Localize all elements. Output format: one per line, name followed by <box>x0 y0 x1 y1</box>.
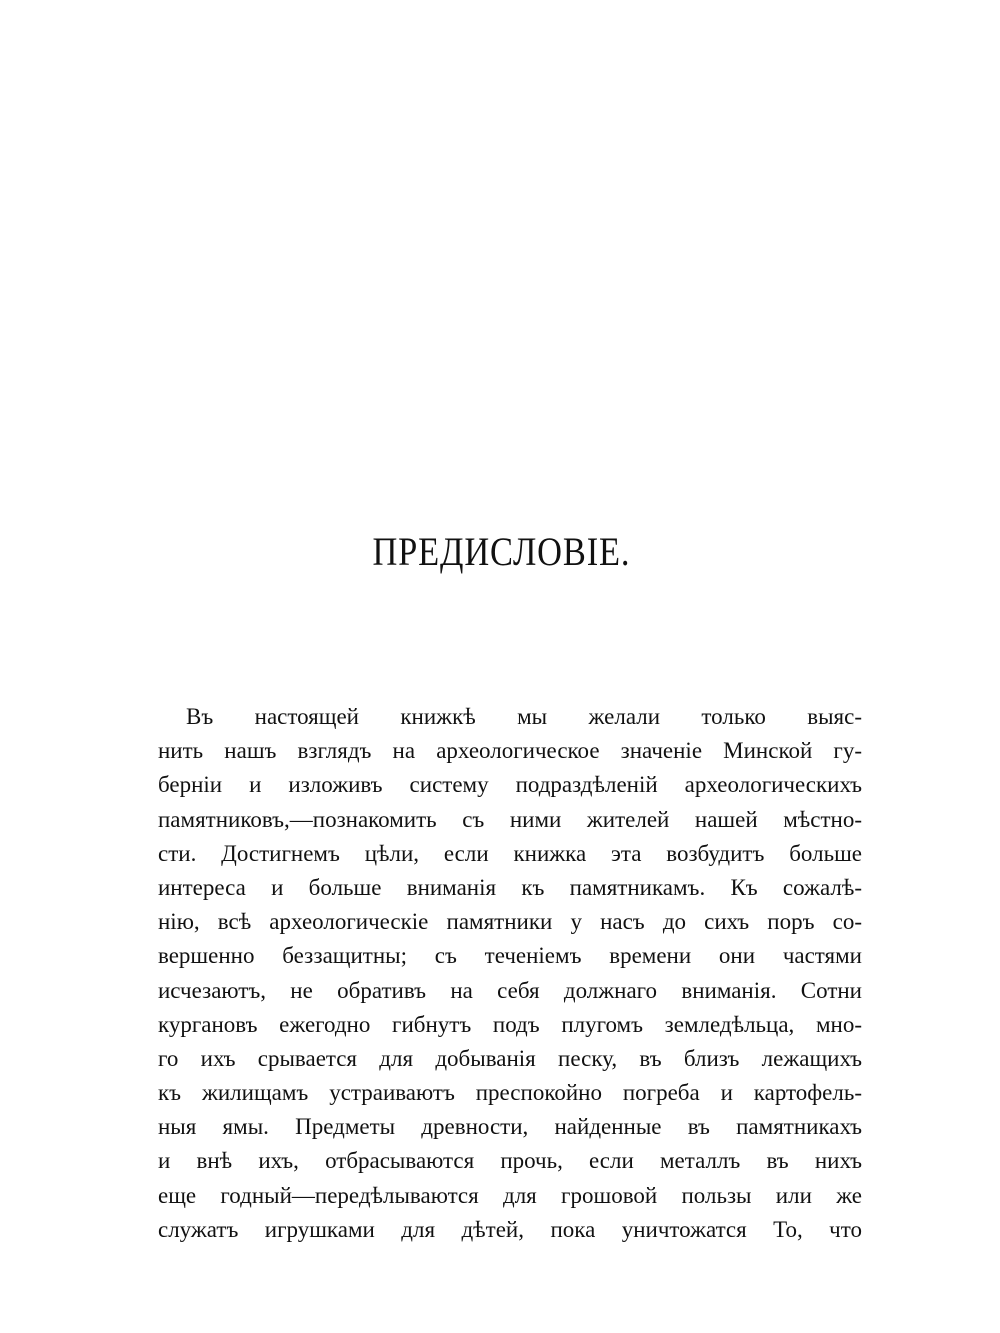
text-line-4: памятниковъ,—познакомить съ ними жителей нашей мѣстно- <box>158 806 862 832</box>
text-line-10: кургановъ ежегодно гибнутъ подъ плугомъ земледѣльца, мно- <box>158 1011 862 1037</box>
text-line-13: ныя ямы. Предметы древности, найденные въ памятникахъ <box>158 1114 862 1140</box>
text-line-9: исчезаютъ, не обративъ на себя должнаго вниманія. Сотни <box>158 977 862 1003</box>
text-line-8: вершенно беззащитны; съ теченіемъ времени они частями <box>158 943 862 969</box>
text-line-6: интереса и больше вниманія къ памятникамъ. Къ сожалѣ- <box>158 874 862 900</box>
text-line-15: еще годный—передѣлываются для грошовой пользы или же <box>158 1182 862 1208</box>
text-line-2: нить нашъ взглядъ на археологическое значеніе Минской гу- <box>158 738 862 764</box>
text-line-7: нію, всѣ археологическіе памятники у насъ до сихъ поръ со- <box>158 909 862 935</box>
text-line-16: служатъ игрушками для дѣтей, пока уничтожатся То, что <box>158 1216 862 1242</box>
chapter-title: ПРЕДИСЛОВІЕ. <box>372 529 631 574</box>
text-line-11: го ихъ срывается для добыванія песку, въ близъ лежащихъ <box>158 1045 862 1071</box>
text-line-3: берніи и изложивъ систему подраздѣленій археологическихъ <box>158 772 862 798</box>
text-line-1: Въ настоящей книжкѣ мы желали только выяс- <box>186 704 862 729</box>
body-text <box>158 700 862 1247</box>
text-line-5: сти. Достигнемъ цѣли, если книжка эта возбудитъ больше <box>158 840 862 866</box>
text-line-12: къ жилищамъ устраиваютъ преспокойно погреба и картофель- <box>158 1080 862 1106</box>
text-line-14: и внѣ ихъ, отбрасываются прочь, если металлъ въ нихъ <box>158 1148 862 1174</box>
